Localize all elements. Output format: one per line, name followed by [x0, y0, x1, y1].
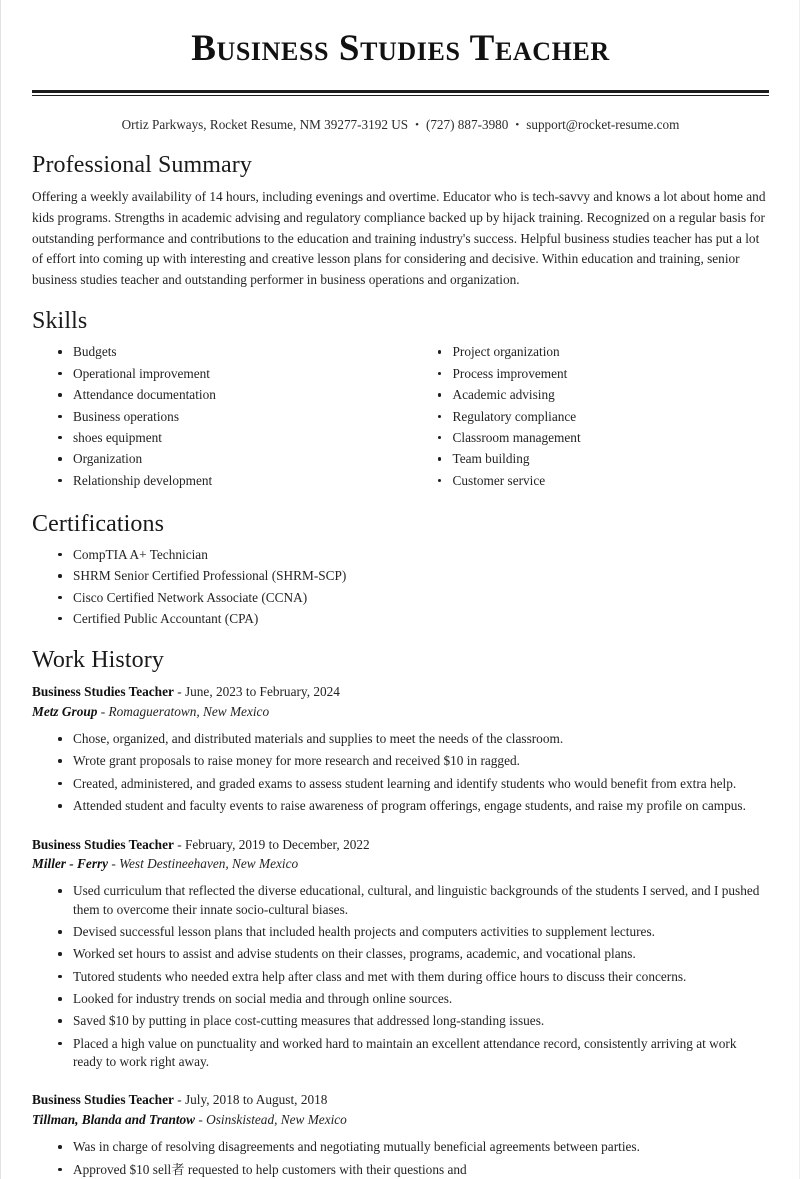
list-item: Process improvement	[436, 365, 770, 383]
job-dates: June, 2023 to February, 2024	[184, 684, 340, 700]
list-item: Academic advising	[436, 386, 770, 404]
job-separator: -	[97, 704, 109, 720]
list-item: Approved $10 sell者 requested to help customers with their questions and	[56, 1161, 769, 1179]
skills-column-left	[32, 343, 401, 492]
work-history-entry	[32, 835, 769, 1072]
list-item: Attended student and faculty events to raise awareness of program offerings, engage students, and raise my profile on campus.	[56, 797, 769, 815]
section-heading-certifications: Certifications	[32, 510, 165, 537]
list-item: Business operations	[56, 408, 401, 426]
job-separator: -	[108, 856, 120, 872]
list-item: Budgets	[56, 343, 401, 361]
list-item: Tutored students who needed extra help after class and met with them during office hours to discuss their concerns.	[56, 968, 769, 986]
job-title: Business Studies Teacher	[32, 684, 174, 700]
contact-address: Ortiz Parkways, Rocket Resume, NM 39277-3192 US	[121, 116, 409, 132]
list-item: Relationship development	[56, 472, 401, 490]
list-item: shoes equipment	[56, 429, 401, 447]
list-item: Operational improvement	[56, 365, 401, 383]
summary-paragraph: Offering a weekly availability of 14 hours, including evenings and overtime. Educator who is tech-savvy and knows a lot about home and kids programs. Strengths in academic advising and regulatory compliance backed up by hijack training. Recognized on a regular basis for outstanding performance and contributions to the education and training industry's success. Helpful business studies teacher has put a lot of effort into coming up with interesting and creative lesson plans for considering and decisive. Within education and training, senior business studies teacher and outstanding performer in business operations and organization.	[32, 189, 766, 287]
skills-list-left	[32, 343, 401, 489]
job-company: Tillman, Blanda and Trantow	[32, 1112, 196, 1128]
list-item: Used curriculum that reflected the diverse educational, cultural, and linguistic backgrounds of the students I served, and I pushed them to overcome their innate socio-cultural biases.	[56, 882, 769, 919]
contact-email: support@rocket-resume.com	[526, 116, 680, 132]
contact-phone: (727) 887-3980	[425, 116, 509, 132]
section-professional-summary	[32, 150, 769, 290]
job-title: Business Studies Teacher	[32, 1092, 174, 1108]
section-heading-summary: Professional Summary	[32, 152, 252, 179]
list-item: Organization	[56, 450, 401, 468]
section-work-history	[32, 645, 769, 1179]
list-item: Customer service	[436, 472, 770, 490]
job-location: Osinskistead, New Mexico	[206, 1112, 347, 1128]
list-item: Cisco Certified Network Associate (CCNA)	[56, 589, 769, 607]
header-divider	[32, 90, 769, 96]
list-item: Saved $10 by putting in place cost-cutting measures that addressed long-standing issues.	[56, 1012, 769, 1030]
contact-separator: •	[415, 119, 419, 132]
list-item: Project organization	[436, 343, 770, 361]
section-heading-work-history: Work History	[32, 647, 164, 674]
list-item: Created, administered, and graded exams to assess student learning and identify students who would benefit from extra help.	[56, 775, 769, 793]
list-item: Worked set hours to assist and advise students on their classes, programs, academic, and vocational plans.	[56, 945, 769, 963]
job-location: Romagueratown, New Mexico	[108, 704, 270, 720]
list-item: Team building	[436, 450, 770, 468]
job-responsibilities	[32, 882, 769, 1071]
list-item: Looked for industry trends on social media and through online sources.	[56, 990, 769, 1008]
job-separator: -	[195, 1112, 207, 1128]
job-separator: -	[173, 836, 185, 852]
list-item: Attendance documentation	[56, 386, 401, 404]
list-item: Regulatory compliance	[436, 408, 770, 426]
section-certifications	[32, 509, 769, 628]
list-item: Wrote grant proposals to raise money for more research and received $10 in ragged.	[56, 752, 769, 770]
work-history-entry	[32, 1090, 769, 1179]
section-skills	[32, 306, 769, 492]
list-item: Classroom management	[436, 429, 770, 447]
skills-column-right	[401, 343, 770, 492]
contact-line	[32, 116, 769, 134]
skills-columns	[32, 343, 769, 492]
job-company-line	[32, 854, 769, 874]
list-item: Placed a high value on punctuality and worked hard to maintain an excellent attendance record, consistently arriving at work ready to work right away.	[56, 1035, 769, 1072]
job-dates: February, 2019 to December, 2022	[184, 836, 370, 852]
job-company: Miller - Ferry	[32, 856, 109, 872]
job-title: Business Studies Teacher	[32, 836, 174, 852]
job-location: West Destineehaven, New Mexico	[119, 856, 299, 872]
list-item: CompTIA A+ Technician	[56, 546, 769, 564]
job-responsibilities	[32, 730, 769, 815]
job-separator: -	[173, 1092, 185, 1108]
job-title-line	[32, 835, 769, 855]
list-item: Was in charge of resolving disagreements and negotiating mutually beneficial agreements between parties.	[56, 1138, 769, 1156]
list-item: Chose, organized, and distributed materials and supplies to meet the needs of the classroom.	[56, 730, 769, 748]
job-title-line	[32, 682, 769, 702]
job-separator: -	[173, 684, 185, 700]
job-company-line	[32, 702, 769, 722]
work-history-jobs	[32, 682, 769, 1179]
job-title-line	[32, 1090, 769, 1110]
page-title: Business Studies Teacher	[191, 28, 610, 69]
job-company-line	[32, 1110, 769, 1130]
job-company: Metz Group	[32, 704, 98, 720]
job-responsibilities	[32, 1138, 769, 1179]
skills-list-right	[412, 343, 770, 489]
list-item: SHRM Senior Certified Professional (SHRM-SCP)	[56, 567, 769, 585]
contact-separator: •	[515, 119, 520, 132]
certifications-list	[32, 546, 769, 628]
work-history-entry	[32, 682, 769, 815]
section-heading-skills: Skills	[32, 308, 88, 335]
list-item: Certified Public Accountant (CPA)	[56, 610, 769, 628]
job-dates: July, 2018 to August, 2018	[184, 1092, 328, 1108]
list-item: Devised successful lesson plans that included health projects and computers activities to supplement lectures.	[56, 923, 769, 941]
